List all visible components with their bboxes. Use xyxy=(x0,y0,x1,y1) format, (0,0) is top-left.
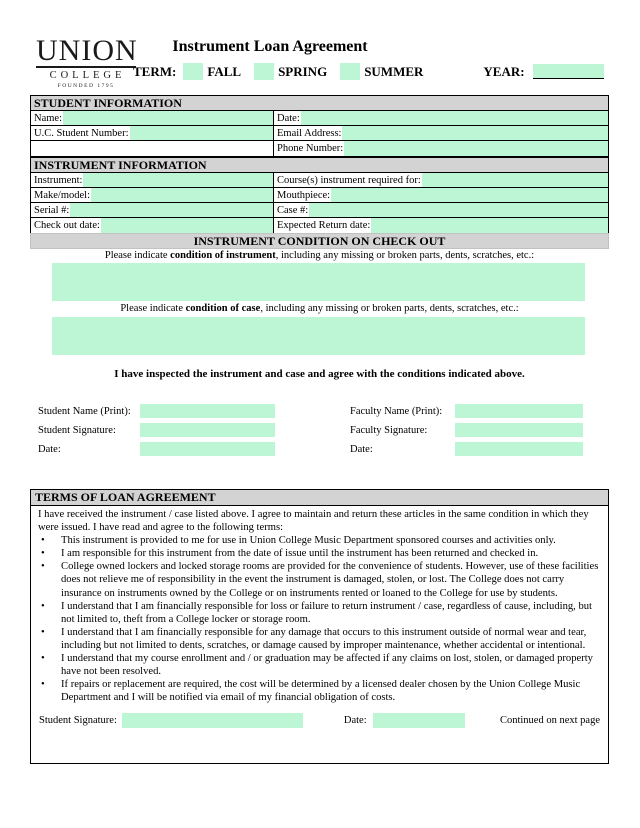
logo-tagline: FOUNDED 1795 xyxy=(57,83,115,89)
terms-bullet-text: College owned lockers and locked storage rooms are provided for the convenience of students. However, use of these facilities does not relieve me of responsibility in the event the instrument is damaged, stolen, or lost. The College does not carry insurance on instruments owned by the College or on instruments rented or loaned to the College for use by students. xyxy=(61,561,599,599)
student-date-label: Date: xyxy=(38,443,61,455)
instrument-info-table xyxy=(30,157,609,234)
faculty-signature-block xyxy=(350,404,583,461)
student-date-field[interactable] xyxy=(140,442,275,456)
term-option-summer xyxy=(340,63,423,80)
date-field[interactable] xyxy=(301,111,608,125)
empty-label xyxy=(31,141,35,156)
logo-sub: COLLEGE xyxy=(49,70,126,81)
prompt-pre: Please indicate xyxy=(104,250,171,261)
prompt-post: , including any missing or broken parts, dents, scratches, etc.: xyxy=(275,250,535,261)
bullet-icon xyxy=(38,534,61,547)
empty-cell xyxy=(31,141,274,156)
sig-row xyxy=(350,442,583,456)
prompt-pre: Please indicate xyxy=(120,303,186,314)
make-model-cell xyxy=(31,188,274,202)
term-year-row xyxy=(133,62,604,81)
serial-cell xyxy=(31,203,274,217)
bullet-icon xyxy=(38,560,61,599)
mouthpiece-cell xyxy=(274,188,608,202)
terms-of-loan-box xyxy=(30,489,609,764)
prompt-bold: condition of instrument xyxy=(170,250,276,261)
terms-bullet-text: If repairs or replacement are required, the cost will be determined by a licensed dealer chosen by the Union College Music Department and I will be notified via email of my financial obligation of costs. xyxy=(61,679,581,704)
phone-cell xyxy=(274,141,608,156)
make-model-label: Make/model: xyxy=(34,190,90,201)
table-row xyxy=(31,126,608,141)
name-field[interactable] xyxy=(63,111,273,125)
logo-name: UNION xyxy=(36,34,138,67)
term-option-spring-label: SPRING xyxy=(278,63,328,79)
case-number-label: Case #: xyxy=(277,205,309,216)
term-checkbox-fall[interactable] xyxy=(183,63,203,80)
sig-row xyxy=(38,442,275,456)
table-row xyxy=(31,111,608,126)
expected-return-label: Expected Return date: xyxy=(277,220,371,231)
terms-bullet xyxy=(38,534,601,547)
faculty-date-field[interactable] xyxy=(455,442,583,456)
inspection-agreement-line: I have inspected the instrument and case and agree with the conditions indicated above. xyxy=(114,368,525,380)
instrument-info-header: INSTRUMENT INFORMATION xyxy=(31,158,608,173)
prompt-bold: condition of case xyxy=(185,303,261,314)
case-condition-textarea[interactable] xyxy=(52,317,585,355)
date-cell xyxy=(274,111,608,125)
courses-label: Course(s) instrument required for: xyxy=(277,175,421,186)
terms-intro: I have received the instrument / case listed above. I agree to maintain and return these articles in the same condition in which they were issued. I have read and agree to the following terms: xyxy=(38,509,589,534)
instrument-condition-textarea[interactable] xyxy=(52,263,585,301)
term-checkbox-summer[interactable] xyxy=(340,63,360,80)
terms-bullet xyxy=(38,678,601,704)
page-title: Instrument Loan Agreement xyxy=(172,38,368,55)
terms-bullet-text: I am responsible for this instrument from the date of issue until the instrument has been returned and checked in. xyxy=(61,548,539,560)
terms-bullet-text: I understand that I am financially responsible for loss or failure to return instrument / case, regardless of cause, including, but not limited to, theft from a College locker or storage room. xyxy=(61,600,593,625)
continued-note: Continued on next page xyxy=(499,715,600,727)
condition-section-header: INSTRUMENT CONDITION ON CHECK OUT xyxy=(30,233,609,249)
term-checkbox-spring[interactable] xyxy=(254,63,274,80)
checkout-date-field[interactable] xyxy=(101,218,273,233)
table-row xyxy=(31,218,608,233)
terms-bullet xyxy=(38,560,601,599)
faculty-signature-label: Faculty Signature: xyxy=(350,424,428,436)
bullet-icon xyxy=(38,547,61,560)
sig-row xyxy=(38,404,275,418)
faculty-name-field[interactable] xyxy=(455,404,583,418)
checkout-date-cell xyxy=(31,218,274,233)
terms-body xyxy=(31,506,608,728)
bullet-icon xyxy=(38,600,61,626)
make-model-field[interactable] xyxy=(91,188,273,202)
terms-bullet xyxy=(38,652,601,678)
faculty-signature-field[interactable] xyxy=(455,423,583,437)
phone-field[interactable] xyxy=(344,141,608,156)
student-signature-block xyxy=(38,404,275,461)
mouthpiece-field[interactable] xyxy=(331,188,608,202)
year-field[interactable] xyxy=(533,64,604,79)
terms-footer xyxy=(38,713,601,728)
term-option-spring xyxy=(254,63,327,80)
term-option-fall xyxy=(183,63,241,80)
student-name-print-label: Student Name (Print): xyxy=(38,405,131,417)
year-label: YEAR: xyxy=(483,63,525,79)
uc-student-number-field[interactable] xyxy=(130,126,274,140)
faculty-name-print-label: Faculty Name (Print): xyxy=(350,405,443,417)
terms-bullet-text: This instrument is provided to me for use in Union College Music Department sponsored courses and activities only. xyxy=(61,535,556,547)
terms-list xyxy=(38,534,601,704)
terms-date-field[interactable] xyxy=(373,713,465,728)
instrument-cell xyxy=(31,173,274,187)
table-row xyxy=(31,173,608,188)
prompt-post: , including any missing or broken parts, dents, scratches, etc.: xyxy=(260,303,519,314)
terms-bullet xyxy=(38,600,601,626)
email-field[interactable] xyxy=(342,126,608,140)
case-condition-prompt xyxy=(30,303,609,314)
uc-student-number-label: U.C. Student Number: xyxy=(34,128,129,139)
terms-bullet xyxy=(38,626,601,652)
courses-cell xyxy=(274,173,608,187)
student-name-field[interactable] xyxy=(140,404,275,418)
email-label: Email Address: xyxy=(277,128,342,139)
uc-student-number-cell xyxy=(31,126,274,140)
bullet-icon xyxy=(38,626,61,652)
terms-student-signature-field[interactable] xyxy=(122,713,303,728)
student-info-header: STUDENT INFORMATION xyxy=(31,96,608,111)
instrument-label: Instrument: xyxy=(34,175,83,186)
terms-student-signature-label: Student Signature: xyxy=(39,715,117,727)
checkout-date-label: Check out date: xyxy=(34,220,100,231)
sig-row xyxy=(38,423,275,437)
term-label: TERM: xyxy=(133,63,177,79)
serial-label: Serial #: xyxy=(34,205,70,216)
mouthpiece-label: Mouthpiece: xyxy=(277,190,331,201)
name-label: Name: xyxy=(34,113,62,124)
sig-row xyxy=(350,404,583,418)
courses-field[interactable] xyxy=(422,173,608,187)
terms-bullet xyxy=(38,547,601,560)
table-row xyxy=(31,141,608,156)
student-info-table xyxy=(30,95,609,157)
bullet-icon xyxy=(38,652,61,678)
table-row xyxy=(31,188,608,203)
phone-label: Phone Number: xyxy=(277,143,344,154)
term-option-fall-label: FALL xyxy=(207,63,242,79)
email-cell xyxy=(274,126,608,140)
table-row xyxy=(31,203,608,218)
student-signature-label: Student Signature: xyxy=(38,424,116,436)
bullet-icon xyxy=(38,678,61,704)
case-number-cell xyxy=(274,203,608,217)
instrument-condition-prompt xyxy=(30,250,609,261)
serial-field[interactable] xyxy=(70,203,273,217)
terms-header: TERMS OF LOAN AGREEMENT xyxy=(31,490,608,506)
expected-return-field[interactable] xyxy=(371,218,608,233)
term-option-summer-label: SUMMER xyxy=(364,63,424,79)
sig-row xyxy=(350,423,583,437)
terms-bullet-text: I understand that I am financially responsible for any damage that occurs to this instrument outside of normal wear and tear, including but not limited to dents, scratches, or damage caused by improper maintenance, whether accidental or intentional. xyxy=(61,626,587,651)
student-signature-field[interactable] xyxy=(140,423,275,437)
faculty-date-label: Date: xyxy=(350,443,373,455)
name-cell xyxy=(31,111,274,125)
date-label: Date: xyxy=(277,113,300,124)
terms-bullet-text: I understand that my course enrollment and / or graduation may be affected if any claims on lost, stolen, or damaged property have not been resolved. xyxy=(61,653,593,678)
instrument-field[interactable] xyxy=(83,173,273,187)
expected-return-cell xyxy=(274,218,608,233)
case-number-field[interactable] xyxy=(309,203,608,217)
terms-date-label: Date: xyxy=(343,715,367,727)
